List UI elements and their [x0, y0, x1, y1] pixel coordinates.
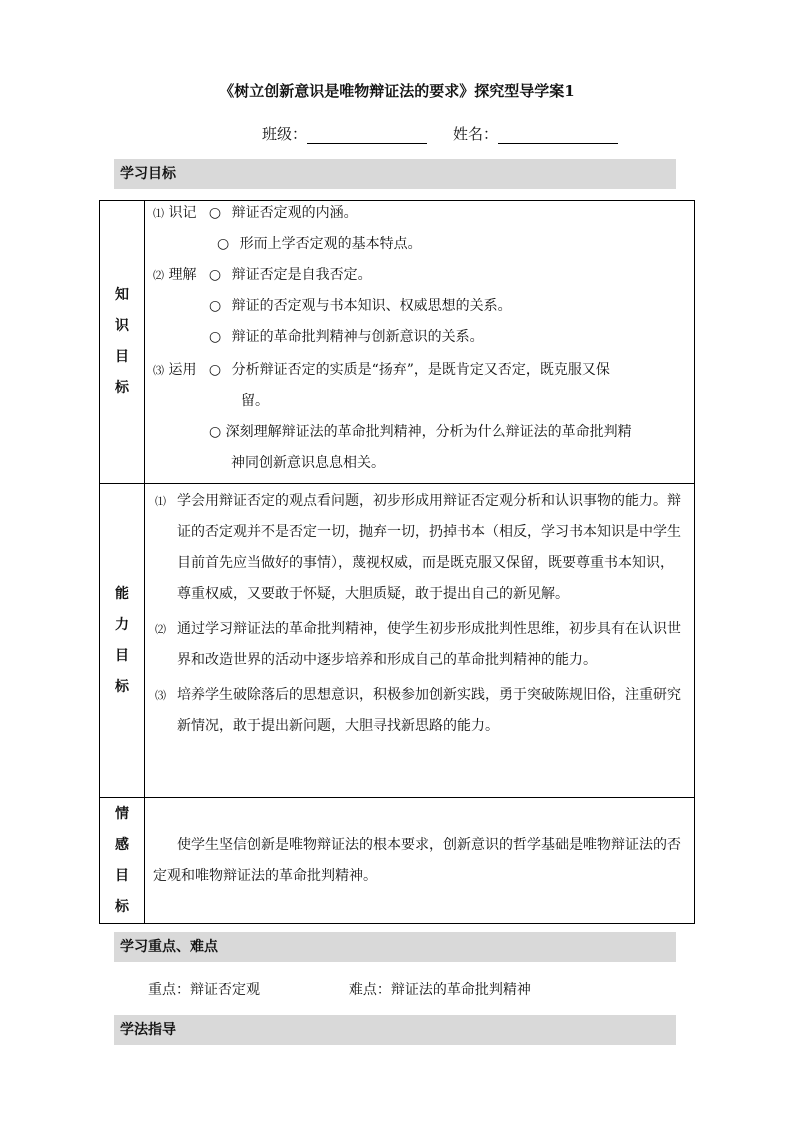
bullet-icon: ○ — [209, 424, 222, 440]
key-point: 重点：辩证否定观 — [148, 982, 260, 998]
knowledge-label: 知 识 目 标 — [115, 287, 129, 396]
emotion-content — [145, 798, 695, 924]
knowledge-content — [145, 201, 695, 484]
recall-line-2: ○ 形而上学否定观的基本特点。 — [217, 236, 422, 252]
apply-line-2: ○ 深刻理解辩证法的革命批判精神，分析为什么辩证法的革命批判精 — [209, 424, 632, 440]
student-info — [262, 123, 618, 144]
class-label: 班级： — [262, 125, 308, 143]
difficult-point: 难点：辩证法的革命批判精神 — [348, 982, 531, 998]
understand-line-3: ○ 辩证的革命批判精神与创新意识的关系。 — [209, 329, 484, 345]
apply-line-2b: 神同创新意识息息相关。 — [231, 455, 385, 471]
bullet-icon: ○ — [208, 205, 222, 221]
section-header-goals: 学习目标 — [114, 159, 676, 189]
recall-line: ⑴ 识记 ○ 辩证否定观的内涵。 — [153, 205, 358, 221]
name-label: 姓名： — [453, 125, 499, 143]
ability-item-1: ⑴ 学会用辩证否定的观点看问题，初步形成用辩证否定观分析和认识事物的能力。辩证的否定观并不是否定一切，抛弃一切，扔掉书本（相反，学习书本知识是中学生目前首先应当做好的事情），蔑视权威，而是既克服又保留，既要尊重书本知识，尊重权威，又要敢于怀疑，大胆质疑，敢于提出自己的新见解。 — [155, 493, 681, 602]
document-title: 《树立创新意识是唯物辩证法的要求》探究型导学案1 — [219, 82, 575, 100]
emotion-label: 情 感 目 标 — [115, 805, 129, 915]
section-header-method: 学法指导 — [114, 1015, 676, 1045]
apply-line: ⑶ 运用 ○ 分析辩证否定的实质是“扬弃”，是既肯定又否定，既克服又保 — [153, 362, 610, 378]
ability-label-cell — [100, 484, 145, 798]
ability-item-3: ⑶ 培养学生破除落后的思想意识，积极参加创新实践，勇于突破陈规旧俗，注重研究新情况，敢于提出新问题，大胆寻找新思路的能力。 — [155, 687, 681, 734]
bullet-icon: ○ — [209, 329, 222, 345]
ability-item-2: ⑵ 通过学习辩证法的革命批判精神，使学生初步形成批判性思维，初步具有在认识世界和改造世界的活动中逐步培养和形成自己的革命批判精神的能力。 — [155, 621, 681, 668]
understand-line: ⑵ 理解 ○ 辩证否定是自我否定。 — [153, 267, 372, 283]
goals-table — [99, 200, 695, 924]
ability-label: 能 力 目 标 — [115, 585, 129, 695]
emotion-label-cell — [100, 798, 145, 924]
bullet-icon: ○ — [208, 362, 222, 378]
section-header-key: 学习重点、难点 — [114, 932, 676, 962]
bullet-icon: ○ — [209, 298, 222, 314]
key-points — [148, 979, 531, 999]
class-blank[interactable] — [307, 127, 427, 144]
knowledge-label-cell — [100, 201, 145, 484]
understand-line-2: ○ 辩证的否定观与书本知识、权威思想的关系。 — [209, 298, 512, 314]
name-blank[interactable] — [498, 127, 618, 144]
bullet-icon: ○ — [208, 267, 222, 283]
emotion-text: 使学生坚信创新是唯物辩证法的根本要求，创新意识的哲学基础是唯物辩证法的否定观和唯物辩证法的革命批判精神。 — [153, 837, 681, 884]
apply-line-1b: 留。 — [241, 393, 269, 409]
ability-content — [145, 484, 695, 798]
bullet-icon: ○ — [217, 236, 230, 252]
